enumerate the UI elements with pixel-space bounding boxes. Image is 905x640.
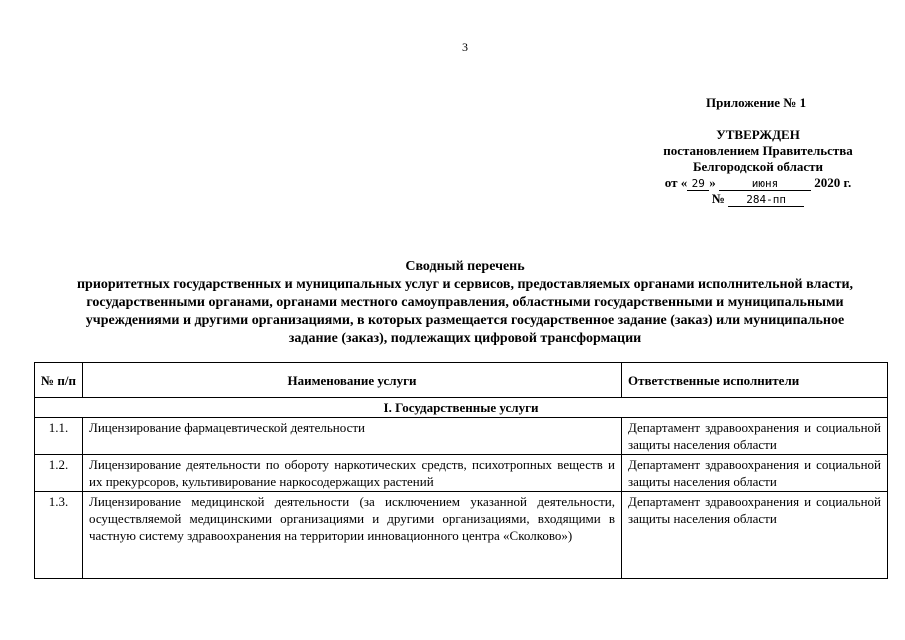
row-num: 1.1. <box>35 418 83 455</box>
approval-line-2: Белгородской области <box>692 159 824 174</box>
table-row <box>35 418 888 455</box>
date-mid: » <box>709 175 716 190</box>
approval-line-1: постановлением Правительства <box>663 143 853 158</box>
page-number: 3 <box>462 40 468 54</box>
table-row <box>35 492 888 579</box>
row-name: Лицензирование деятельности по обороту наркотических средств, психотропных веществ и их прекурсоров, культивирование наркосодержащих растений <box>83 455 622 492</box>
date-month: июня <box>719 177 811 191</box>
header-name: Наименование услуги <box>83 363 622 398</box>
services-table <box>34 362 888 579</box>
header-executors: Ответственные исполнители <box>622 363 888 398</box>
row-executor: Департамент здравоохранения и социальной защиты населения области <box>622 418 888 455</box>
approval-date <box>640 175 876 191</box>
appendix-label: Приложение № 1 <box>706 95 807 110</box>
section-title: I. Государственные услуги <box>35 398 888 418</box>
date-prefix: от « <box>664 175 688 190</box>
title-line-2: приоритетных государственных и муниципальных услуг и сервисов, предоставляемых органами исполнительной власти, государственными органами, органами местного самоуправления, областными государственными и муниципальными учреждениями и другими организациями, в которых размещается государственное задание (заказ) или муниципальное задание (заказ), подлежащих цифровой трансформации <box>76 277 854 346</box>
approval-heading: УТВЕРЖДЕН <box>716 127 800 142</box>
section-row <box>35 398 888 418</box>
approval-number <box>640 191 876 207</box>
approval-block <box>640 127 876 207</box>
row-executor: Департамент здравоохранения и социальной защиты населения области <box>622 455 888 492</box>
document-title <box>60 258 870 348</box>
row-name: Лицензирование медицинской деятельности (за исключением указанной деятельности, осуществляемой медицинскими организациями и другими организациями, входящими в частную систему здравоохранения на территории инновационного центра «Сколково») <box>83 492 622 579</box>
row-num: 1.3. <box>35 492 83 579</box>
table-row <box>35 455 888 492</box>
date-day: 29 <box>687 177 709 191</box>
table-header-row <box>35 363 888 398</box>
row-name: Лицензирование фармацевтической деятельности <box>83 418 622 455</box>
date-year: 2020 г. <box>814 175 852 190</box>
title-line-1: Сводный перечень <box>405 259 525 274</box>
number-value: 284-пп <box>728 193 804 207</box>
row-num: 1.2. <box>35 455 83 492</box>
number-prefix: № <box>711 191 725 206</box>
row-executor: Департамент здравоохранения и социальной защиты населения области <box>622 492 888 579</box>
header-num: № п/п <box>35 363 83 398</box>
